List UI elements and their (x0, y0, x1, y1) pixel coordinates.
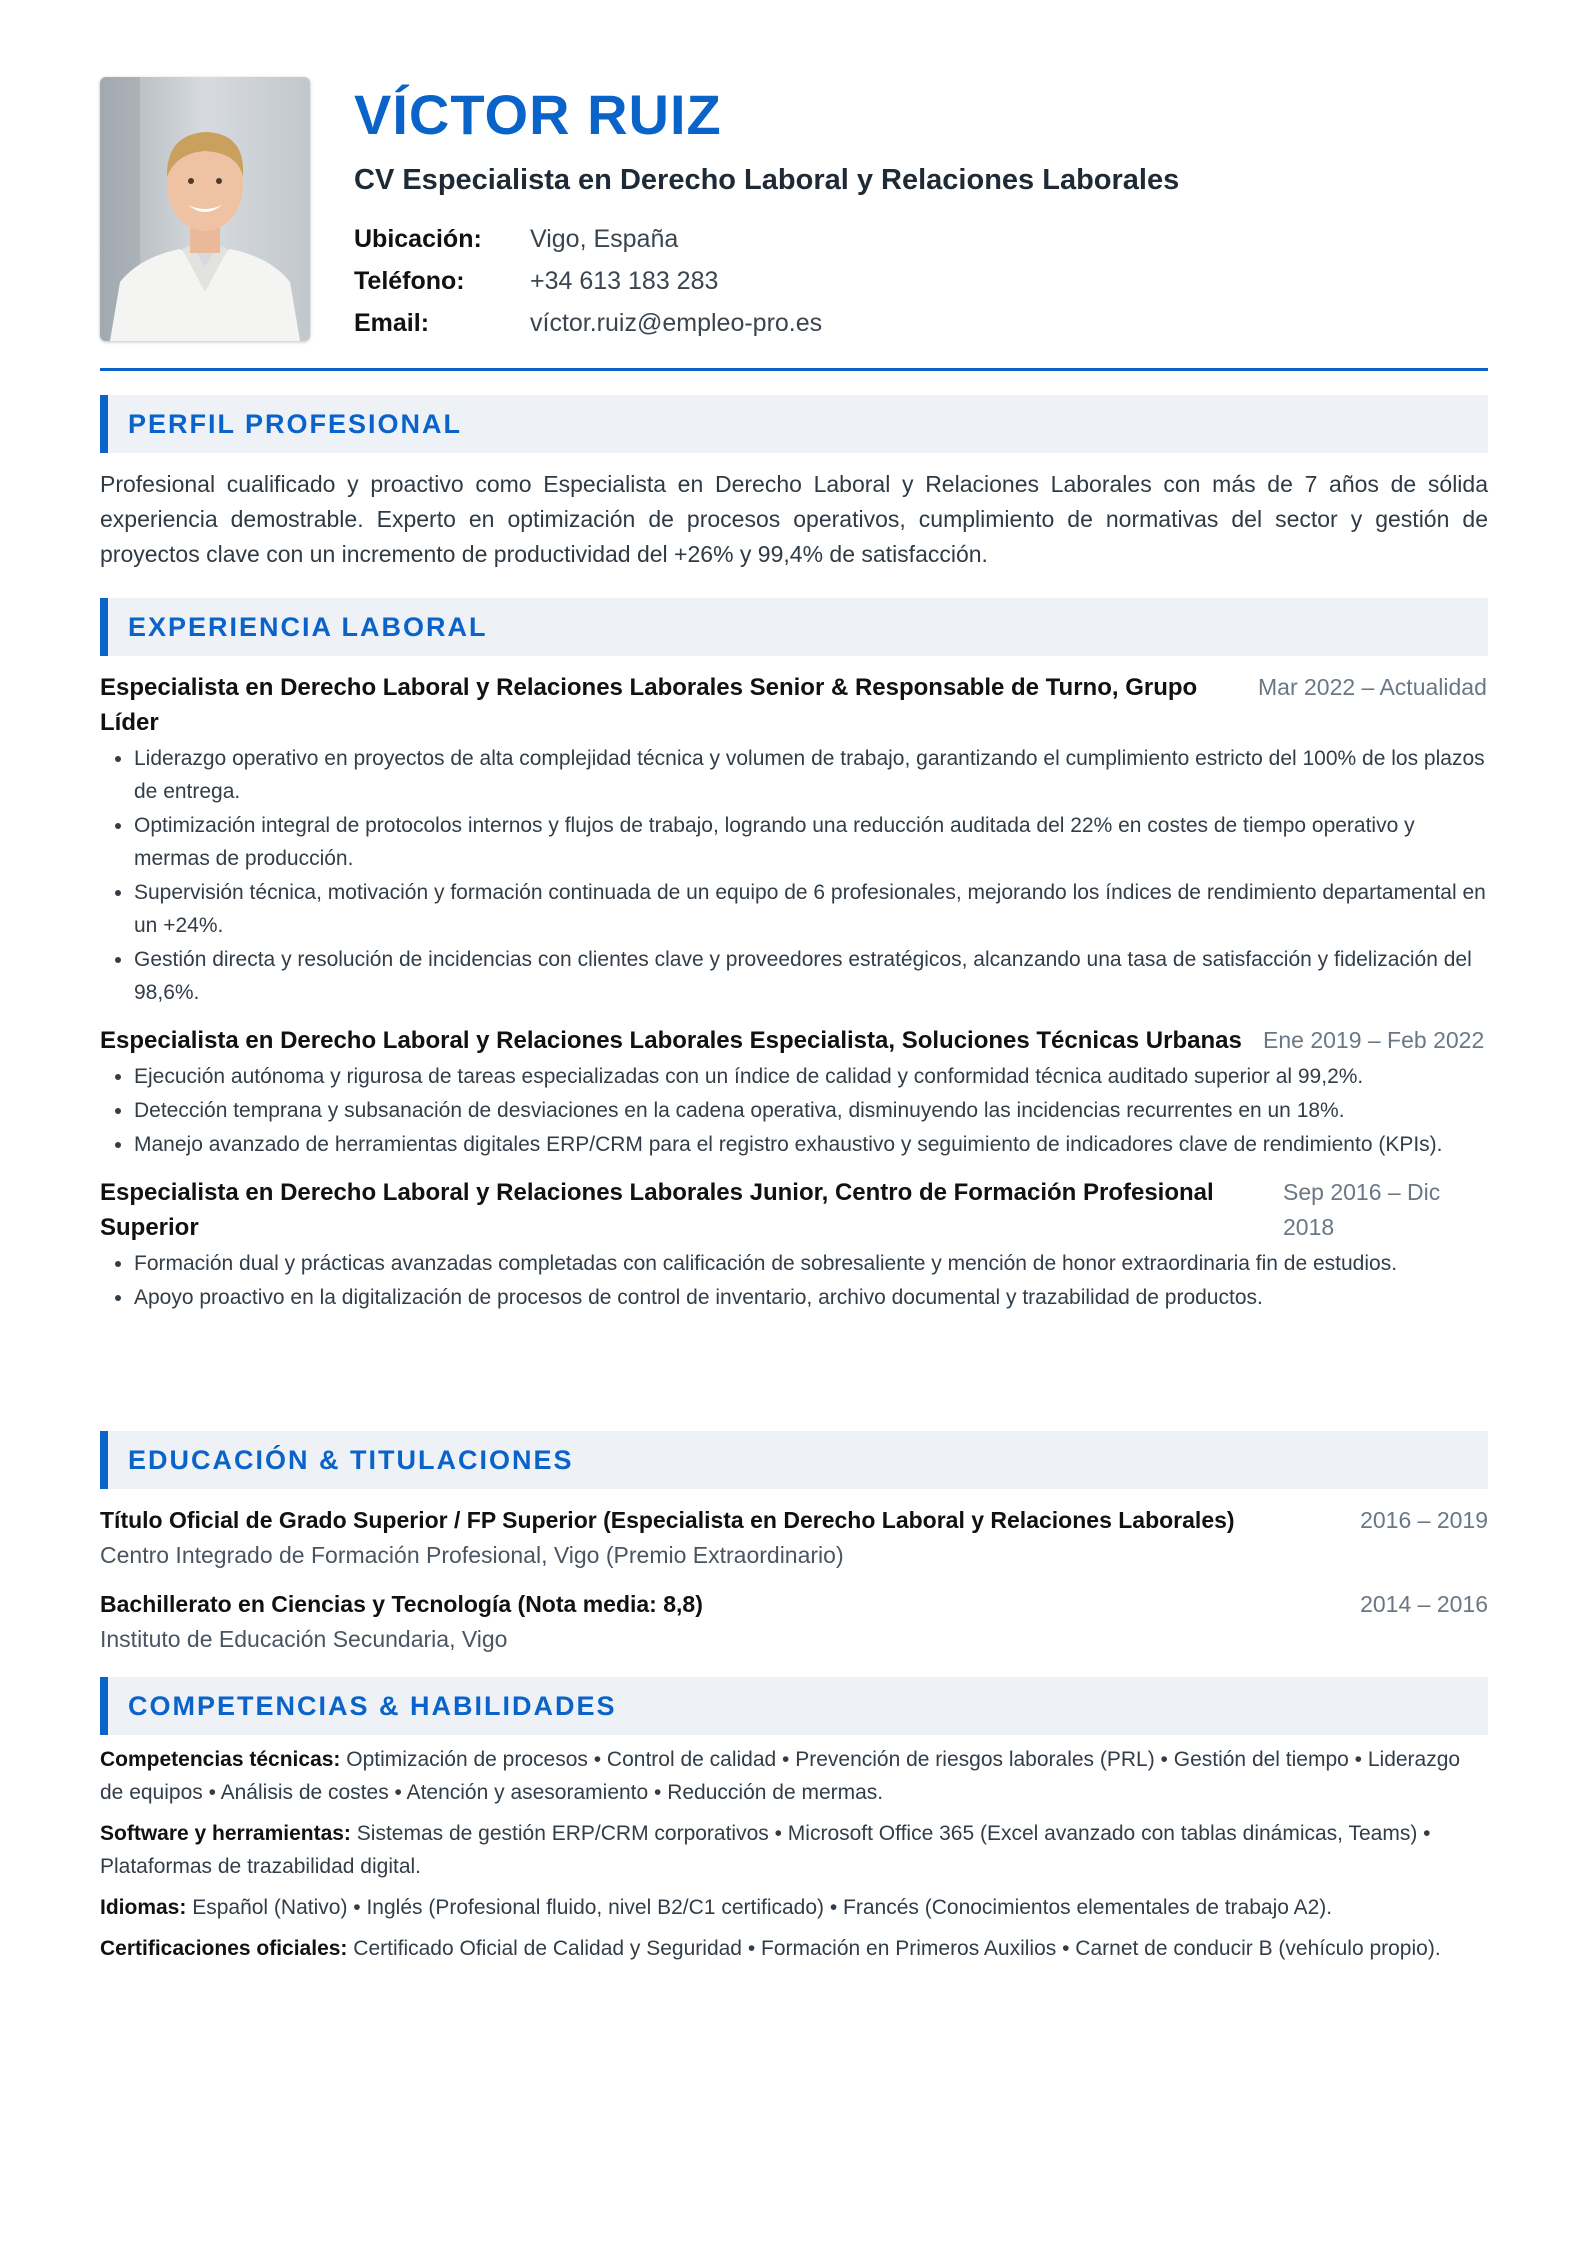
list-item: • Detección temprana y subsanación de desviaciones en la cadena operativa, disminuyendo las incidencias recurrentes en un 18%. (134, 1094, 1488, 1127)
profile-summary: Profesional cualificado y proactivo como Especialista en Derecho Laboral y Relaciones Laborales con más de 7 años de sólida experiencia demostrable. Experto en optimización de procesos operativos, cumplimiento de normativas del sector y gestión de proyectos clave con un incremento de productividad del +26% y 99,4% de satisfacción. (100, 471, 1488, 567)
job-header (100, 1023, 1488, 1058)
contact-value: Vigo, España (530, 224, 679, 253)
skills-list (100, 1743, 1488, 1965)
section-header (100, 1677, 1488, 1735)
list-item: • Formación dual y prácticas avanzadas completadas con calificación de sobresaliente y mención de honor extraordinaria fin de estudios. (134, 1247, 1488, 1280)
section-title: EXPERIENCIA LABORAL (128, 611, 488, 642)
skill-item (100, 1743, 1488, 1809)
experience-section (100, 598, 1488, 1315)
skill-label: Software y herramientas: (100, 1822, 351, 1845)
list-item: • Optimización integral de protocolos internos y flujos de trabajo, logrando una reducción auditada del 22% en costes de tiempo operativo y mermas de producción. (134, 809, 1488, 875)
header-info (354, 80, 1488, 344)
skills-section (100, 1677, 1488, 1965)
skill-item (100, 1817, 1488, 1883)
job-entry (100, 1175, 1488, 1314)
education-details (100, 1587, 703, 1657)
education-entry (100, 1503, 1488, 1573)
list-item: • Manejo avanzado de herramientas digitales ERP/CRM para el registro exhaustivo y seguimiento de indicadores clave de rendimiento (KPIs). (134, 1128, 1488, 1161)
candidate-name: VÍCTOR RUIZ (354, 83, 722, 146)
education-institution: Centro Integrado de Formación Profesional, Vigo (Premio Extraordinario) (100, 1542, 844, 1568)
education-institution: Instituto de Educación Secundaria, Vigo (100, 1626, 508, 1652)
skill-label: Competencias técnicas: (100, 1748, 341, 1771)
skill-label: Certificaciones oficiales: (100, 1937, 348, 1960)
education-section (100, 1431, 1488, 1657)
skill-text: Certificado Oficial de Calidad y Seguridad • Formación en Primeros Auxilios • Carnet de conducir B (vehículo propio). (353, 1937, 1441, 1960)
list-item: • Supervisión técnica, motivación y formación continuada de un equipo de 6 profesionales, mejorando los índices de rendimiento departamental en un +24%. (134, 876, 1488, 942)
contact-location (354, 218, 1488, 260)
job-date: Sep 2016 – Dic 2018 (1283, 1179, 1441, 1240)
education-details (100, 1503, 1235, 1573)
contact-phone (354, 260, 1488, 302)
skill-label: Idiomas: (100, 1896, 187, 1919)
resume-header (100, 0, 1488, 371)
contact-label: Email: (354, 308, 430, 337)
job-entry (100, 670, 1488, 1009)
contact-label: Ubicación: (354, 224, 482, 253)
section-header (100, 395, 1488, 453)
job-title: Especialista en Derecho Laboral y Relaciones Laborales Junior, Centro de Formación Profesional Superior (100, 1179, 1214, 1241)
skill-text: Sistemas de gestión ERP/CRM corporativos • Microsoft Office 365 (Excel avanzado con tablas dinámicas, Teams) • Plataformas de trazabilidad digital. (100, 1822, 1431, 1878)
skill-text: Español (Nativo) • Inglés (Profesional fluido, nivel B2/C1 certificado) • Francés (Conocimientos elementales de trabajo A2). (192, 1896, 1333, 1919)
list-item: • Gestión directa y resolución de incidencias con clientes clave y proveedores estratégicos, alcanzando una tasa de satisfacción y fidelización del 98,6%. (134, 943, 1488, 1009)
list-item: • Apoyo proactivo en la digitalización de procesos de control de inventario, archivo documental y trazabilidad de productos. (134, 1281, 1488, 1314)
contact-email (354, 302, 1488, 344)
skill-item (100, 1891, 1488, 1924)
contact-details (354, 218, 1488, 344)
job-header (100, 1175, 1488, 1245)
list-item: • Liderazgo operativo en proyectos de alta complejidad técnica y volumen de trabajo, garantizando el cumplimiento estricto del 100% de los plazos de entrega. (134, 742, 1488, 808)
job-header (100, 670, 1488, 740)
section-title: COMPETENCIAS & HABILIDADES (128, 1690, 617, 1721)
job-entry (100, 1023, 1488, 1161)
list-item: • Ejecución autónoma y rigurosa de tareas especializadas con un índice de calidad y conformidad técnica auditado superior al 99,2%. (134, 1060, 1488, 1093)
skill-text: Optimización de procesos • Control de calidad • Prevención de riesgos laborales (PRL) • Gestión del tiempo • Liderazgo de equipos • Análisis de costes • Atención y asesoramiento • Reducción de mermas. (100, 1748, 1461, 1804)
job-date: Ene 2019 – Feb 2022 (1263, 1027, 1485, 1053)
contact-label: Teléfono: (354, 266, 465, 295)
cv-subtitle: CV Especialista en Derecho Laboral y Relaciones Laborales (354, 164, 1180, 196)
education-entry (100, 1587, 1488, 1657)
contact-value: +34 613 183 283 (530, 266, 719, 295)
education-title: Título Oficial de Grado Superior / FP Superior (Especialista en Derecho Laboral y Relaciones Laborales) (100, 1507, 1235, 1533)
education-date: 2016 – 2019 (1360, 1507, 1488, 1533)
education-date: 2014 – 2016 (1360, 1591, 1488, 1617)
job-title: Especialista en Derecho Laboral y Relaciones Laborales Senior & Responsable de Turno, Grupo Líder (100, 674, 1198, 736)
job-achievements (100, 1247, 1488, 1314)
skill-item (100, 1932, 1488, 1965)
section-header (100, 1431, 1488, 1489)
contact-value[interactable]: víctor.ruiz@empleo-pro.es (530, 308, 823, 337)
profile-section (100, 395, 1488, 572)
job-achievements (100, 742, 1488, 1009)
job-date: Mar 2022 – Actualidad (1258, 674, 1487, 700)
job-achievements (100, 1060, 1488, 1161)
job-title: Especialista en Derecho Laboral y Relaciones Laborales Especialista, Soluciones Técnicas Urbanas (100, 1027, 1242, 1054)
education-title: Bachillerato en Ciencias y Tecnología (Nota media: 8,8) (100, 1591, 703, 1617)
section-title: EDUCACIÓN & TITULACIONES (128, 1444, 574, 1475)
section-header (100, 598, 1488, 656)
section-title: PERFIL PROFESIONAL (128, 408, 463, 439)
profile-photo (100, 77, 310, 341)
profile-photo-image (100, 77, 310, 341)
